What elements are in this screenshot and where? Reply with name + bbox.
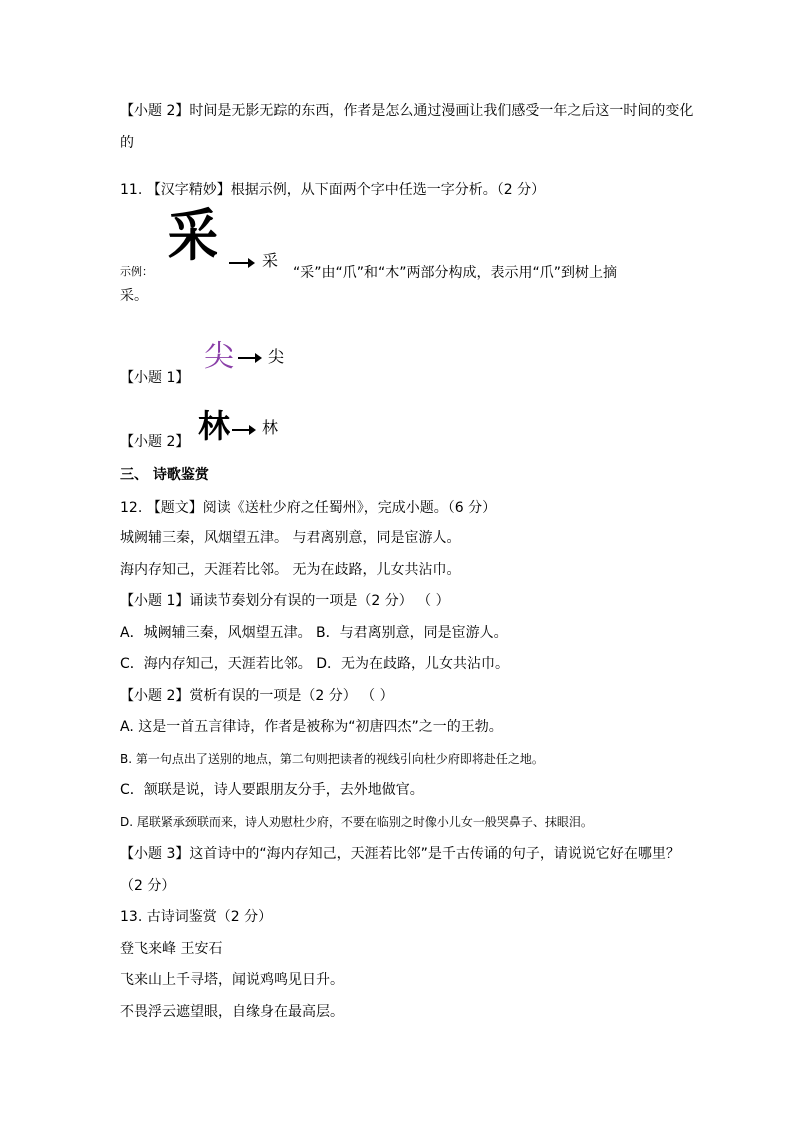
- q11-title: 11. 【汉字精妙】根据示例，从下面两个字中任选一字分析。（2 分）: [120, 182, 546, 198]
- q10-sub2-line2: 的: [120, 135, 134, 151]
- q12-sub1-option-ab: A．城阙辅三秦，风烟望五津。 B．与君离别意，同是宦游人。: [120, 625, 508, 641]
- q11-example-label: 示例：: [120, 265, 153, 278]
- q11-sub1-label: 【小题 1】: [120, 370, 190, 386]
- q12-sub2-option-b: B. 第一句点出了送别的地点，第二句则把读者的视线引向杜少府即将赴任之地。: [120, 752, 544, 766]
- q12-sub2-option-a: A. 这是一首五言律诗，作者是被称为“初唐四杰”之一的王勃。: [120, 719, 503, 735]
- q12-sub1-title: 【小题 1】诵读节奏划分有误的一项是（2 分） （ ）: [120, 593, 450, 609]
- q12-title: 12. 【题文】阅读《送杜少府之任蜀州》，完成小题。（6 分）: [120, 500, 497, 516]
- q13-poem-line1: 飞来山上千寻塔，闻说鸡鸣见日升。: [120, 972, 344, 988]
- q12-sub3-title: 【小题 3】这首诗中的“海内存知己，天涯若比邻”是千古传诵的句子，请说说它好在哪里？: [120, 846, 680, 862]
- q12-poem-line2: 海内存知己，天涯若比邻。 无为在歧路，儿女共沾巾。: [120, 562, 461, 578]
- q12-sub1-option-cd: C．海内存知己，天涯若比邻。 D．无为在歧路，儿女共沾巾。: [120, 656, 510, 672]
- q11-example-desc-line1: “采”由“爪”和“木”两部分构成，表示用“爪”到树上摘: [293, 265, 618, 281]
- q12-poem-line1: 城阙辅三秦，风烟望五津。 与君离别意，同是宦游人。: [120, 530, 461, 546]
- q11-sub2-seal-glyph: 林: [198, 407, 229, 445]
- q13-poem-title: 登飞来峰 王安石: [120, 941, 223, 957]
- q11-sub2-arrow-icon: [232, 429, 250, 431]
- q10-sub2-line1: 【小题 2】时间是无影无踪的东西，作者是怎么通过漫画让我们感受一年之后这一时间的变化: [120, 103, 694, 119]
- q12-sub3-score: （2 分）: [120, 878, 176, 894]
- q13-poem-line2: 不畏浮云遮望眼，自缘身在最高层。: [120, 1004, 344, 1020]
- q11-sub2-char: 林: [262, 418, 279, 437]
- section3-heading: 三、 诗歌鉴赏: [120, 467, 209, 483]
- q12-sub2-title: 【小题 2】赏析有误的一项是（2 分） （ ）: [120, 688, 394, 704]
- q13-title: 13. 古诗词鉴赏（2 分）: [120, 909, 273, 925]
- q12-sub2-option-d: D. 尾联紧承颈联而来，诗人劝慰杜少府，不要在临别之时像小儿女一般哭鼻子、抹眼泪。: [120, 815, 593, 829]
- q11-example-char: 采: [262, 251, 279, 270]
- q11-sub1-seal-glyph: 尖: [204, 339, 234, 374]
- q12-sub2-option-c: C．颔联是说，诗人要跟朋友分手，去外地做官。: [120, 782, 424, 798]
- q11-example-seal-glyph: 采: [167, 203, 217, 269]
- q11-sub1-char: 尖: [268, 347, 285, 366]
- q11-sub1-arrow-icon: [238, 357, 256, 359]
- q11-example-arrow-icon: [229, 262, 249, 264]
- q11-example-desc-line2: 采。: [120, 288, 148, 304]
- q11-sub2-label: 【小题 2】: [120, 434, 190, 450]
